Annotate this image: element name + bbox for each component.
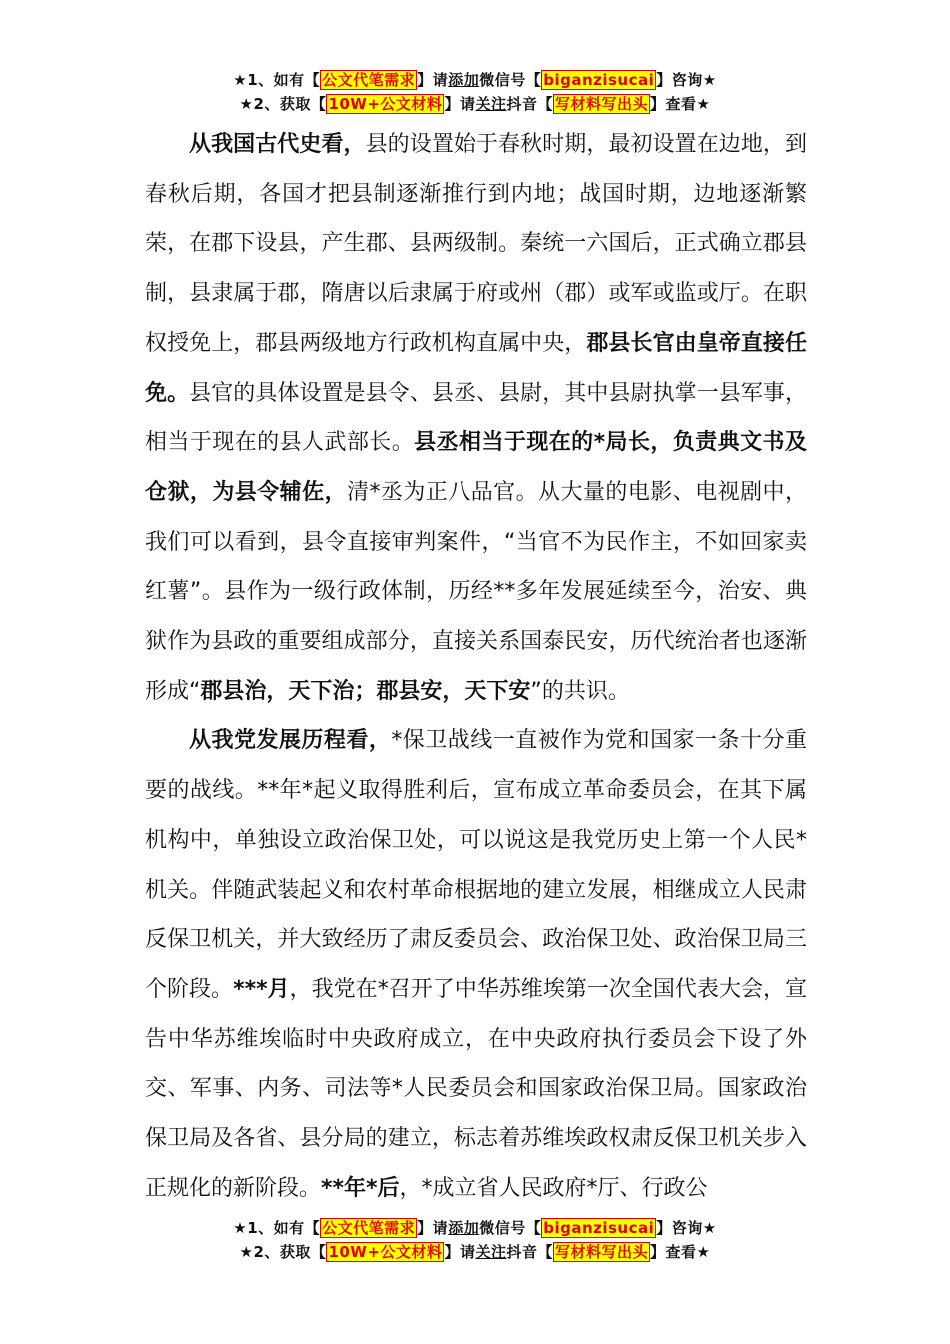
banner-text: ★2、获取【 [239, 95, 327, 113]
paragraph-text: ，*成立省人民政府*厅、行政公 [399, 1175, 708, 1201]
banner-text: 抖音【 [506, 95, 553, 113]
banner-line-1 [0, 68, 950, 92]
bold-lead: 从我党发展历程看， [189, 728, 392, 754]
bold-text: 郡县治，天下治；郡县安，天下安 [200, 678, 531, 704]
banner-text: 】请 [444, 95, 476, 113]
highlight-wechat-id: biganzisucai [543, 71, 655, 89]
paragraph-text: ，我党在*召开了中华苏维埃第一次全国代表大会，宣告中华苏维埃临时中央政府成立，在中央政府执行委员会下设了外交、军事、内务、司法等*人民委员会和国家政治保卫局。国家政治保卫局及各省、县分局的建立，标志着苏维埃政权肃反保卫机关步入正规化的新阶段。 [145, 976, 807, 1201]
banner-text: 】请 [417, 71, 449, 89]
underlined-text: 关注 [475, 95, 507, 113]
highlight-materials: 10W+公文材料 [328, 1243, 443, 1261]
paragraph-text: 县的设置始于春秋时期，最初设置在边地，到春秋后期，各国才把县制逐渐推行到内地；战国时期，边地逐渐繁荣，在郡下设县，产生郡、县两级制。秦统一六国后，正式确立郡县制，县隶属于郡，隋唐以后隶属于府或州（郡）或军或监或厅。在职权授免上，郡县两级地方行政机构直属中央， [145, 132, 807, 356]
banner-text: 】查看★ [650, 1243, 711, 1261]
bold-text: ***月 [233, 976, 290, 1002]
banner-text: ★1、如有【 [233, 71, 321, 89]
paragraph-text: *保卫战线一直被作为党和国家一条十分重要的战线。**年*起义取得胜利后，宣布成立革命委员会，在其下属机构中，单独设立政治保卫处，可以说这是我党历史上第一个人民*机关。伴随武装起义和农村革命根据地的建立发展，相继成立人民肃反保卫机关，并大致经历了肃反委员会、政治保卫处、政治保卫局三个阶段。 [145, 728, 807, 1002]
bold-text: **年*后 [321, 1175, 400, 1201]
document-body [145, 120, 807, 1213]
banner-text: 】查看★ [650, 95, 711, 113]
banner-line-2 [0, 92, 950, 116]
highlight-douyin-account: 写材料写出头 [554, 95, 648, 113]
highlight-service: 公文代笔需求 [322, 1219, 416, 1237]
underlined-text: 关注 [475, 1243, 507, 1261]
banner-text: 】请 [444, 1243, 476, 1261]
banner-text: ★1、如有【 [233, 1219, 321, 1237]
underlined-text: 添加 [448, 71, 480, 89]
footer-banner [0, 1216, 950, 1264]
banner-text: 抖音【 [506, 1243, 553, 1261]
highlight-douyin-account: 写材料写出头 [554, 1243, 648, 1261]
highlight-service: 公文代笔需求 [322, 71, 416, 89]
bold-text: 县丞相当于现在的*局长，负责典文书及仓狱，为县令辅佐， [145, 430, 807, 505]
highlight-wechat-id: biganzisucai [543, 1219, 655, 1237]
banner-text: 】请 [417, 1219, 449, 1237]
paragraph-text: 县官的具体设置是县令、县丞、县尉，其中县尉执掌一县军事，相当于现在的县人武部长。 [145, 380, 807, 456]
banner-text: 】咨询★ [656, 71, 717, 89]
banner-text: ★2、获取【 [239, 1243, 327, 1261]
banner-text: 微信号【 [479, 1219, 542, 1237]
header-banner [0, 68, 950, 116]
paragraph-text: 清*丞为正八品官。从大量的电影、电视剧中，我们可以看到，县令直接审判案件，“当官不为民作主，不如回家卖红薯”。县作为一级行政体制，历经**多年发展延续至今，治安、典狱作为县政的重要组成部分，直接关系国泰民安，历代统治者也逐渐形成“ [145, 479, 807, 704]
paragraph-party-history [145, 716, 807, 1213]
paragraph-text: ”的共识。 [530, 678, 630, 704]
banner-line-2 [0, 1240, 950, 1264]
banner-text: 微信号【 [479, 71, 542, 89]
banner-line-1 [0, 1216, 950, 1240]
bold-lead: 从我国古代史看， [189, 132, 366, 157]
banner-text: 】咨询★ [656, 1219, 717, 1237]
bold-text: 郡县长官由皇帝直接任免。 [145, 330, 807, 406]
highlight-materials: 10W+公文材料 [328, 95, 443, 113]
underlined-text: 添加 [448, 1219, 480, 1237]
paragraph-ancient-history [145, 120, 807, 716]
